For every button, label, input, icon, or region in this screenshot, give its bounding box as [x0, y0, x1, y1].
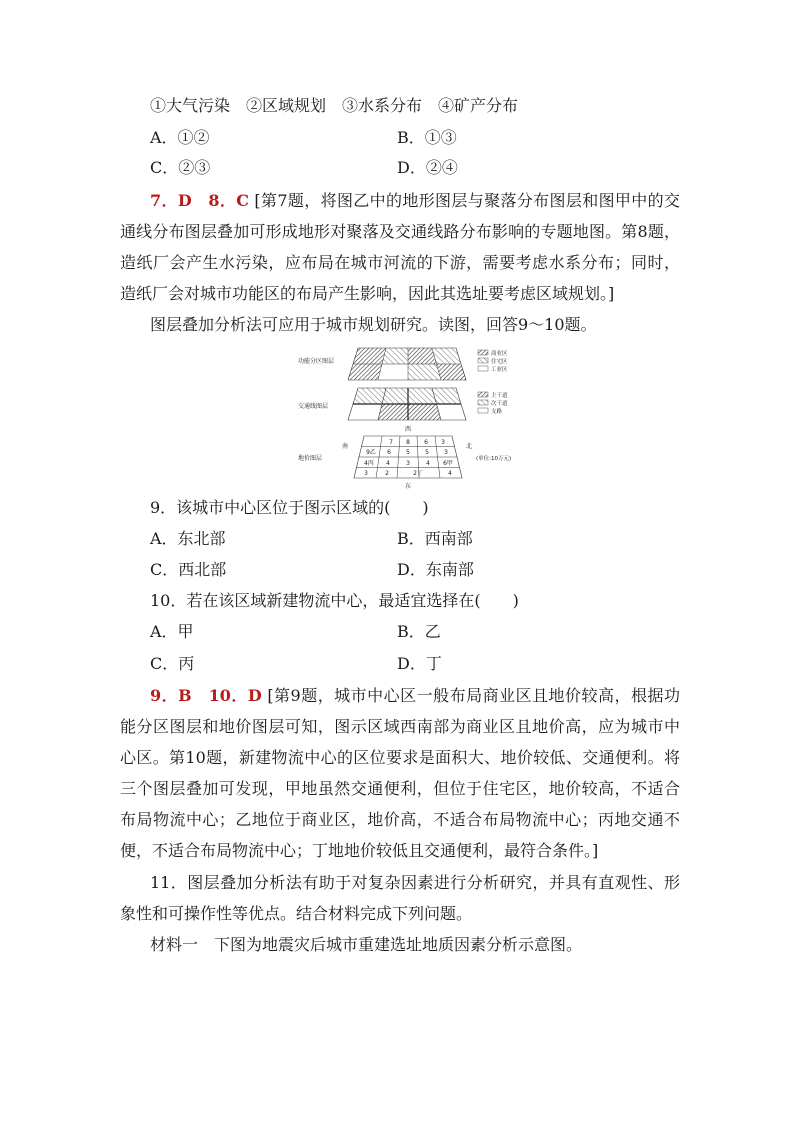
legend2-item: 次干道 — [491, 401, 508, 407]
answer910-line: 能分区图层和地价图层可知，图示区域西南部为商业区且地价高，应为城市中 — [120, 717, 680, 736]
price-cell: 4丙 — [364, 460, 374, 467]
q9-option-a: A．东北部 — [150, 529, 226, 548]
q10-stem: 10．若在该区域新建物流中心，最适宜选择在( ) — [150, 591, 519, 610]
intro-9-10: 图层叠加分析法可应用于城市规划研究。读图，回答9～10题。 — [150, 315, 597, 334]
layer1-label: 功能分区图层 — [298, 358, 335, 365]
answer78-first-line — [150, 191, 680, 211]
price-cell: 4 — [386, 460, 390, 467]
legend2-item: 支路 — [491, 409, 503, 415]
answer78-line: 通线分布图层叠加可形成地形对聚落及交通线路分布影响的专题地图。第8题， — [120, 222, 680, 241]
price-cell: 2 — [385, 470, 389, 477]
legend1-item: 商业区 — [491, 351, 508, 357]
answer78-line: 造纸厂会产生水污染，应布局在城市河流的下游，需要考虑水系分布；同时， — [120, 253, 680, 272]
q11-material1: 材料一 下图为地震灾后城市重建选址地质因素分析示意图。 — [150, 935, 583, 954]
layer1-functional-zones — [348, 348, 466, 380]
q10-option-b: B．乙 — [397, 622, 441, 641]
price-cell: 5 — [406, 449, 410, 456]
q10-option-a: A．甲 — [150, 622, 194, 641]
direction-east: 东 — [404, 483, 412, 490]
price-unit: (单位:10万元) — [476, 456, 512, 462]
legend1-item: 住宅区 — [491, 359, 508, 365]
price-cell: 8 — [406, 439, 410, 446]
q11-stem-line: 象性和可操作性等优点。结合材料完成下列问题。 — [120, 904, 473, 923]
price-cell: 2丁 — [413, 470, 423, 477]
price-cell: 3 — [441, 439, 445, 446]
answer910-text: [第9题，城市中心区一般布局商业区且地价较高，根据功 — [267, 686, 680, 705]
q11-stem-line: 11．图层叠加分析法有助于对复杂因素进行分析研究，并具有直观性、形 — [150, 873, 680, 892]
q6-option-b: B．①③ — [397, 128, 457, 147]
q10-option-d: D．丁 — [397, 654, 442, 673]
direction-south: 南 — [341, 443, 348, 450]
price-cell: 5 — [425, 449, 429, 456]
answer910-line: 布局物流中心；乙地位于商业区，地价高，不适合布局物流中心；丙地交通不 — [120, 810, 680, 829]
q9-option-d: D．东南部 — [397, 560, 474, 579]
direction-north: 北 — [466, 443, 473, 450]
price-cell: 3 — [364, 470, 368, 477]
layer2-label: 交通线图层 — [298, 403, 329, 410]
legend1 — [478, 349, 508, 373]
direction-west: 西 — [404, 426, 412, 433]
q9-stem: 9．该城市中心区位于图示区域的( ) — [150, 498, 429, 517]
q9-option-b: B．西南部 — [397, 529, 473, 548]
answer78-line: 造纸厂会对城市功能区的布局产生影响，因此其选址要考虑区域规划。] — [120, 284, 615, 303]
legend1-item: 工业区 — [491, 367, 508, 373]
answer910-key: 9．B 10．D — [150, 686, 262, 705]
price-cell: 3 — [406, 460, 410, 467]
answer78-text: [第7题，将图乙中的地形图层与聚落分布图层和图甲中的交 — [254, 191, 680, 210]
legend2-item: 主干道 — [491, 393, 508, 399]
q6-items: ①大气污染 ②区域规划 ③水系分布 ④矿产分布 — [150, 96, 519, 115]
price-cell: 7 — [389, 439, 393, 446]
price-cell: 3 — [444, 449, 448, 456]
price-cell: 6 — [424, 439, 428, 446]
layer3-label: 地价图层 — [298, 455, 323, 462]
layer-overlay-figure — [296, 340, 526, 490]
price-cell: 6 — [387, 449, 391, 456]
price-cell: 4 — [448, 470, 452, 477]
answer910-line: 三个图层叠加可发现，甲地虽然交通便利，但位于住宅区，地价较高，不适合 — [120, 779, 680, 798]
price-cell: 9乙 — [366, 449, 376, 456]
q6-option-a: A．①② — [150, 128, 210, 147]
layer3-land-price — [354, 436, 462, 478]
answer910-line: 心区。第10题，新建物流中心的区位要求是面积大、地价较低、交通便利。将 — [120, 748, 680, 767]
price-cell: 6甲 — [443, 460, 453, 467]
q6-option-d: D．②④ — [397, 158, 458, 177]
q10-option-c: C．丙 — [150, 654, 195, 673]
layer2-transport — [348, 388, 466, 420]
answer910-line: 便，不适合布局物流中心；丁地地价较低且交通便利，最符合条件。] — [120, 841, 599, 860]
price-cell: 4 — [426, 460, 430, 467]
answer78-key: 7．D 8．C — [150, 191, 249, 210]
q6-option-c: C．②③ — [150, 158, 211, 177]
legend2 — [478, 391, 508, 415]
q9-option-c: C．西北部 — [150, 560, 227, 579]
answer910-first-line — [150, 686, 680, 706]
